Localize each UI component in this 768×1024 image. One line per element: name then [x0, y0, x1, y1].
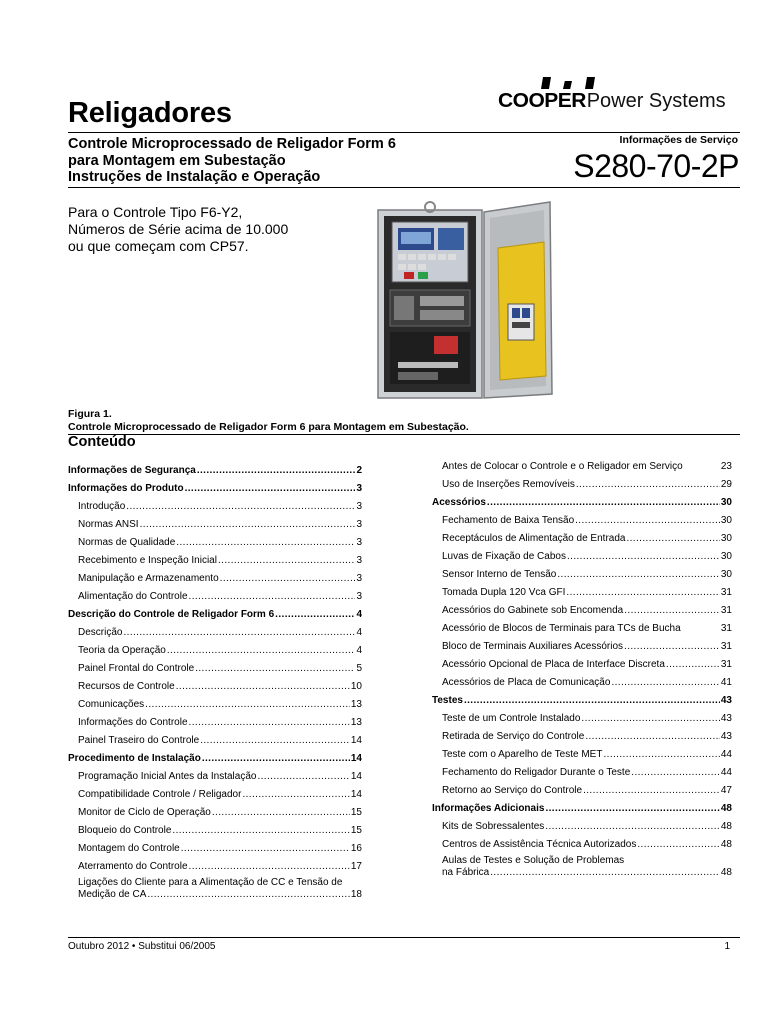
- toc-entry[interactable]: [68, 801, 362, 819]
- toc-entry[interactable]: [432, 491, 732, 509]
- toc-leader-dots: [490, 867, 720, 879]
- toc-entry-title: Normas ANSI: [78, 519, 139, 530]
- toc-leader-dots: [147, 889, 350, 901]
- toc-entry[interactable]: [68, 495, 362, 513]
- toc-leader-dots: [123, 627, 355, 639]
- toc-leader-dots: [172, 825, 349, 837]
- toc-leader-dots: [464, 695, 720, 707]
- toc-entry-title: Programação Inicial Antes da Instalação: [78, 771, 257, 782]
- toc-entry[interactable]: [68, 873, 362, 901]
- footer-page-number: 1: [724, 941, 730, 952]
- toc-entry-page: 48: [720, 839, 732, 850]
- toc-entry[interactable]: [68, 657, 362, 675]
- toc-entry-title: Medição de CA: [78, 889, 147, 900]
- toc-leader-dots: [176, 681, 350, 693]
- toc-leader-dots: [487, 497, 720, 509]
- toc-leader-dots: [189, 717, 350, 729]
- figure-caption-text: Controle Microprocessado de Religador Form 6 para Montagem em Subestação.: [68, 420, 469, 433]
- toc-entry-title: Aterramento do Controle: [78, 861, 188, 872]
- toc-entry[interactable]: [432, 797, 732, 815]
- toc-entry-page: 30: [720, 533, 732, 544]
- toc-entry[interactable]: [432, 725, 732, 743]
- toc-entry-page: 10: [350, 681, 362, 692]
- header-rule: [68, 132, 740, 133]
- toc-entry-page: 43: [720, 695, 732, 706]
- toc-leader-dots: [566, 587, 719, 599]
- toc-leader-dots: [181, 843, 350, 855]
- toc-entry[interactable]: [68, 855, 362, 873]
- toc-entry-page: 3: [356, 573, 362, 584]
- toc-entry-page: 47: [720, 785, 732, 796]
- toc-leader-dots: [212, 807, 350, 819]
- toc-entry[interactable]: [68, 567, 362, 585]
- toc-leader-dots: [189, 861, 350, 873]
- toc-entry-title: Fechamento de Baixa Tensão: [442, 515, 575, 526]
- toc-entry-title: Informações do Produto: [68, 483, 184, 494]
- toc-entry-title: Acessórios de Placa de Comunicação: [442, 677, 611, 688]
- toc-entry[interactable]: [432, 527, 732, 545]
- toc-leader-dots: [624, 605, 720, 617]
- toc-entry[interactable]: [432, 815, 732, 833]
- toc-entry-page: 4: [356, 645, 362, 656]
- toc-entry[interactable]: [68, 747, 362, 765]
- toc-entry-page: 30: [720, 551, 732, 562]
- contents-rule: [68, 434, 740, 435]
- toc-entry-title: Montagem do Controle: [78, 843, 180, 854]
- service-info-label: Informações de Serviço: [619, 134, 738, 146]
- toc-entry-title: Descrição: [78, 627, 123, 638]
- subtitle-line: Controle Microprocessado de Religador Form 6: [68, 136, 396, 152]
- toc-leader-dots: [145, 699, 350, 711]
- toc-entry[interactable]: [432, 617, 732, 635]
- toc-entry[interactable]: [68, 459, 362, 477]
- toc-right-column: [432, 455, 732, 879]
- toc-leader-dots: [545, 821, 720, 833]
- toc-entry-page: 48: [720, 867, 732, 878]
- toc-entry-title: Descrição do Controle de Religador Form 6: [68, 609, 275, 620]
- toc-entry[interactable]: [68, 531, 362, 549]
- toc-entry-page: 16: [350, 843, 362, 854]
- toc-entry-title: Informações do Controle: [78, 717, 188, 728]
- toc-entry-page: 13: [350, 717, 362, 728]
- toc-entry-title: Acessório de Blocos de Terminais para TCs de Bucha: [442, 623, 681, 634]
- toc-entry-title: Antes de Colocar o Controle e o Religador em Serviço: [442, 461, 683, 472]
- toc-entry[interactable]: [432, 581, 732, 599]
- toc-entry-title: Retorno ao Serviço do Controle: [442, 785, 583, 796]
- toc-leader-dots: [220, 573, 356, 585]
- toc-entry-title: Comunicações: [78, 699, 145, 710]
- toc-entry-page: 31: [720, 623, 732, 634]
- toc-entry-title: Teste com o Aparelho de Teste MET: [442, 749, 603, 760]
- toc-entry-title: Painel Traseiro do Controle: [78, 735, 200, 746]
- intro-line: Para o Controle Tipo F6-Y2,: [68, 204, 243, 220]
- toc-entry[interactable]: [68, 765, 362, 783]
- toc-entry[interactable]: [432, 833, 732, 851]
- toc-entry[interactable]: [68, 621, 362, 639]
- toc-entry-title: Retirada de Serviço do Controle: [442, 731, 585, 742]
- toc-entry-page: 30: [720, 569, 732, 580]
- footer-rule: [68, 937, 740, 938]
- toc-entry-title: Teoria da Operação: [78, 645, 166, 656]
- control-cabinet-photo: [374, 198, 560, 403]
- toc-entry-page: 17: [350, 861, 362, 872]
- toc-leader-dots: [603, 749, 719, 761]
- toc-entry-title: Bloco de Terminais Auxiliares Acessórios: [442, 641, 624, 652]
- toc-entry[interactable]: [68, 513, 362, 531]
- toc-entry-page: 5: [356, 663, 362, 674]
- toc-entry-title: Centros de Assistência Técnica Autorizados: [442, 839, 637, 850]
- toc-leader-dots: [257, 771, 349, 783]
- toc-entry[interactable]: [432, 779, 732, 797]
- toc-entry[interactable]: [432, 455, 732, 473]
- toc-leader-dots: [666, 659, 720, 671]
- contents-heading: Conteúdo: [68, 434, 136, 450]
- toc-entry-title: Informações de Segurança: [68, 465, 196, 476]
- intro-line: ou que começam com CP57.: [68, 238, 249, 254]
- toc-leader-dots: [242, 789, 349, 801]
- toc-entry-page: 3: [356, 555, 362, 566]
- toc-leader-dots: [275, 609, 355, 621]
- figure-caption: [68, 408, 469, 433]
- toc-entry-title: Alimentação do Controle: [78, 591, 188, 602]
- toc-entry[interactable]: [68, 693, 362, 711]
- toc-entry-title: Tomada Dupla 120 Vca GFI: [442, 587, 566, 598]
- subtitle-rule: [68, 187, 740, 188]
- toc-entry[interactable]: [68, 711, 362, 729]
- toc-entry-title: Normas de Qualidade: [78, 537, 176, 548]
- toc-entry[interactable]: [68, 783, 362, 801]
- toc-leader-dots: [140, 519, 356, 531]
- toc-entry-title: Bloqueio do Controle: [78, 825, 172, 836]
- toc-entry-page: 29: [720, 479, 732, 490]
- toc-entry-page: 14: [350, 789, 362, 800]
- toc-entry-page: 3: [356, 591, 362, 602]
- toc-entry-page: 23: [720, 461, 732, 472]
- toc-entry-page: 30: [720, 497, 732, 508]
- toc-entry-title: Procedimento de Instalação: [68, 753, 201, 764]
- toc-entry-page: 44: [720, 749, 732, 760]
- toc-entry-page: 48: [720, 821, 732, 832]
- toc-entry[interactable]: [432, 851, 732, 879]
- toc-entry[interactable]: [432, 653, 732, 671]
- toc-leader-dots: [126, 501, 355, 513]
- toc-entry-title: Recursos de Controle: [78, 681, 175, 692]
- company-logo: [498, 90, 726, 113]
- logo-mark-middle: [563, 81, 572, 89]
- toc-entry-title: Recebimento e Inspeção Inicial: [78, 555, 217, 566]
- toc-leader-dots: [575, 515, 720, 527]
- toc-entry-page: 43: [720, 713, 732, 724]
- subtitle-line: para Montagem em Subestação: [68, 152, 286, 169]
- toc-entry-title: Ligações do Cliente para a Alimentação de CC e Tensão de: [78, 877, 343, 888]
- subtitle-line: Instruções de Instalação e Operação: [68, 169, 321, 185]
- toc-leader-dots: [202, 753, 350, 765]
- document-number: S280-70-2P: [573, 148, 739, 184]
- toc-entry-title: Teste de um Controle Instalado: [442, 713, 581, 724]
- toc-entry-title: Monitor de Ciclo de Operação: [78, 807, 211, 818]
- logo-suffix: Power Systems: [586, 90, 726, 112]
- toc-entry-title: Painel Frontal do Controle: [78, 663, 195, 674]
- toc-entry-title: Acessórios do Gabinete sob Encomenda: [442, 605, 624, 616]
- toc-leader-dots: [631, 767, 720, 779]
- toc-entry-page: 13: [350, 699, 362, 710]
- toc-entry[interactable]: [68, 585, 362, 603]
- toc-entry-title: Manipulação e Armazenamento: [78, 573, 219, 584]
- toc-entry-page: 30: [720, 515, 732, 526]
- toc-entry-page: 2: [356, 465, 362, 476]
- toc-entry[interactable]: [432, 473, 732, 491]
- toc-entry-page: 4: [356, 627, 362, 638]
- toc-leader-dots: [624, 641, 720, 653]
- toc-entry-page: 48: [720, 803, 732, 814]
- figure-label: Figura 1.: [68, 408, 112, 420]
- toc-leader-dots: [218, 555, 355, 567]
- toc-entry[interactable]: [68, 603, 362, 621]
- toc-leader-dots: [189, 591, 356, 603]
- toc-entry-page: 4: [356, 609, 362, 620]
- toc-entry[interactable]: [432, 671, 732, 689]
- toc-entry[interactable]: [68, 639, 362, 657]
- toc-leader-dots: [611, 677, 719, 689]
- toc-entry-page: 44: [720, 767, 732, 778]
- toc-entry[interactable]: [68, 819, 362, 837]
- toc-entry-title: Informações Adicionais: [432, 803, 545, 814]
- toc-entry-page: 14: [350, 735, 362, 746]
- toc-entry-title: Aulas de Testes e Solução de Problemas: [442, 855, 625, 866]
- logo-mark-left: [541, 77, 551, 89]
- toc-entry-title: na Fábrica: [442, 867, 490, 878]
- toc-entry-title: Sensor Interno de Tensão: [442, 569, 557, 580]
- control-type-text: [68, 204, 288, 255]
- toc-entry[interactable]: [432, 563, 732, 581]
- toc-entry-page: 14: [350, 753, 362, 764]
- toc-entry[interactable]: [432, 599, 732, 617]
- toc-entry-page: 31: [720, 605, 732, 616]
- document-subtitle: [68, 136, 396, 186]
- logo-brand: COOPER: [498, 90, 586, 112]
- toc-leader-dots: [185, 483, 356, 495]
- toc-entry-page: 15: [350, 807, 362, 818]
- toc-entry-title: Kits de Sobressalentes: [442, 821, 545, 832]
- toc-entry[interactable]: [68, 837, 362, 855]
- toc-leader-dots: [176, 537, 355, 549]
- toc-entry[interactable]: [432, 635, 732, 653]
- toc-leader-dots: [576, 479, 720, 491]
- toc-leader-dots: [200, 735, 350, 747]
- toc-entry-page: 3: [356, 519, 362, 530]
- toc-leader-dots: [167, 645, 356, 657]
- toc-entry-title: Introdução: [78, 501, 126, 512]
- intro-line: Números de Série acima de 10.000: [68, 221, 289, 237]
- toc-entry-page: 31: [720, 641, 732, 652]
- toc-leader-dots: [626, 533, 719, 545]
- toc-entry[interactable]: [68, 729, 362, 747]
- toc-entry-page: 43: [720, 731, 732, 742]
- toc-entry-page: 14: [350, 771, 362, 782]
- document-title: Religadores: [68, 97, 232, 129]
- toc-entry-title: Luvas de Fixação de Cabos: [442, 551, 566, 562]
- toc-entry[interactable]: [432, 689, 732, 707]
- toc-entry[interactable]: [432, 707, 732, 725]
- toc-leader-dots: [583, 785, 720, 797]
- toc-left-column: [68, 459, 362, 901]
- toc-entry-title: Testes: [432, 695, 463, 706]
- toc-entry[interactable]: [432, 761, 732, 779]
- toc-entry-page: 31: [720, 659, 732, 670]
- logo-mark-right: [585, 77, 595, 89]
- toc-entry-title: Fechamento do Religador Durante o Teste: [442, 767, 631, 778]
- toc-leader-dots: [197, 465, 356, 477]
- toc-entry[interactable]: [68, 549, 362, 567]
- toc-entry-title-continued: [442, 867, 732, 879]
- toc-entry-page: 3: [356, 483, 362, 494]
- footer-date: Outubro 2012 • Substitui 06/2005: [68, 941, 216, 952]
- toc-entry-page: 3: [356, 537, 362, 548]
- toc-entry-title: Acessórios: [432, 497, 486, 508]
- toc-leader-dots: [581, 713, 719, 725]
- toc-entry-title: Acessório Opcional de Placa de Interface Discreta: [442, 659, 665, 670]
- toc-leader-dots: [557, 569, 720, 581]
- toc-entry-title: Uso de Inserções Removíveis: [442, 479, 575, 490]
- toc-leader-dots: [545, 803, 719, 815]
- toc-entry-page: 18: [350, 889, 362, 900]
- toc-entry[interactable]: [432, 509, 732, 527]
- toc-entry[interactable]: [68, 675, 362, 693]
- toc-entry-page: 3: [356, 501, 362, 512]
- toc-leader-dots: [195, 663, 355, 675]
- toc-entry-title: Receptáculos de Alimentação de Entrada: [442, 533, 626, 544]
- toc-leader-dots: [637, 839, 720, 851]
- toc-entry[interactable]: [432, 743, 732, 761]
- toc-entry-title: Compatibilidade Controle / Religador: [78, 789, 242, 800]
- toc-entry[interactable]: [432, 545, 732, 563]
- toc-entry-page: 41: [720, 677, 732, 688]
- toc-entry-title-continued: [78, 889, 362, 901]
- toc-entry-page: 15: [350, 825, 362, 836]
- toc-leader-dots: [567, 551, 720, 563]
- toc-entry-page: 31: [720, 587, 732, 598]
- toc-leader-dots: [585, 731, 720, 743]
- toc-entry[interactable]: [68, 477, 362, 495]
